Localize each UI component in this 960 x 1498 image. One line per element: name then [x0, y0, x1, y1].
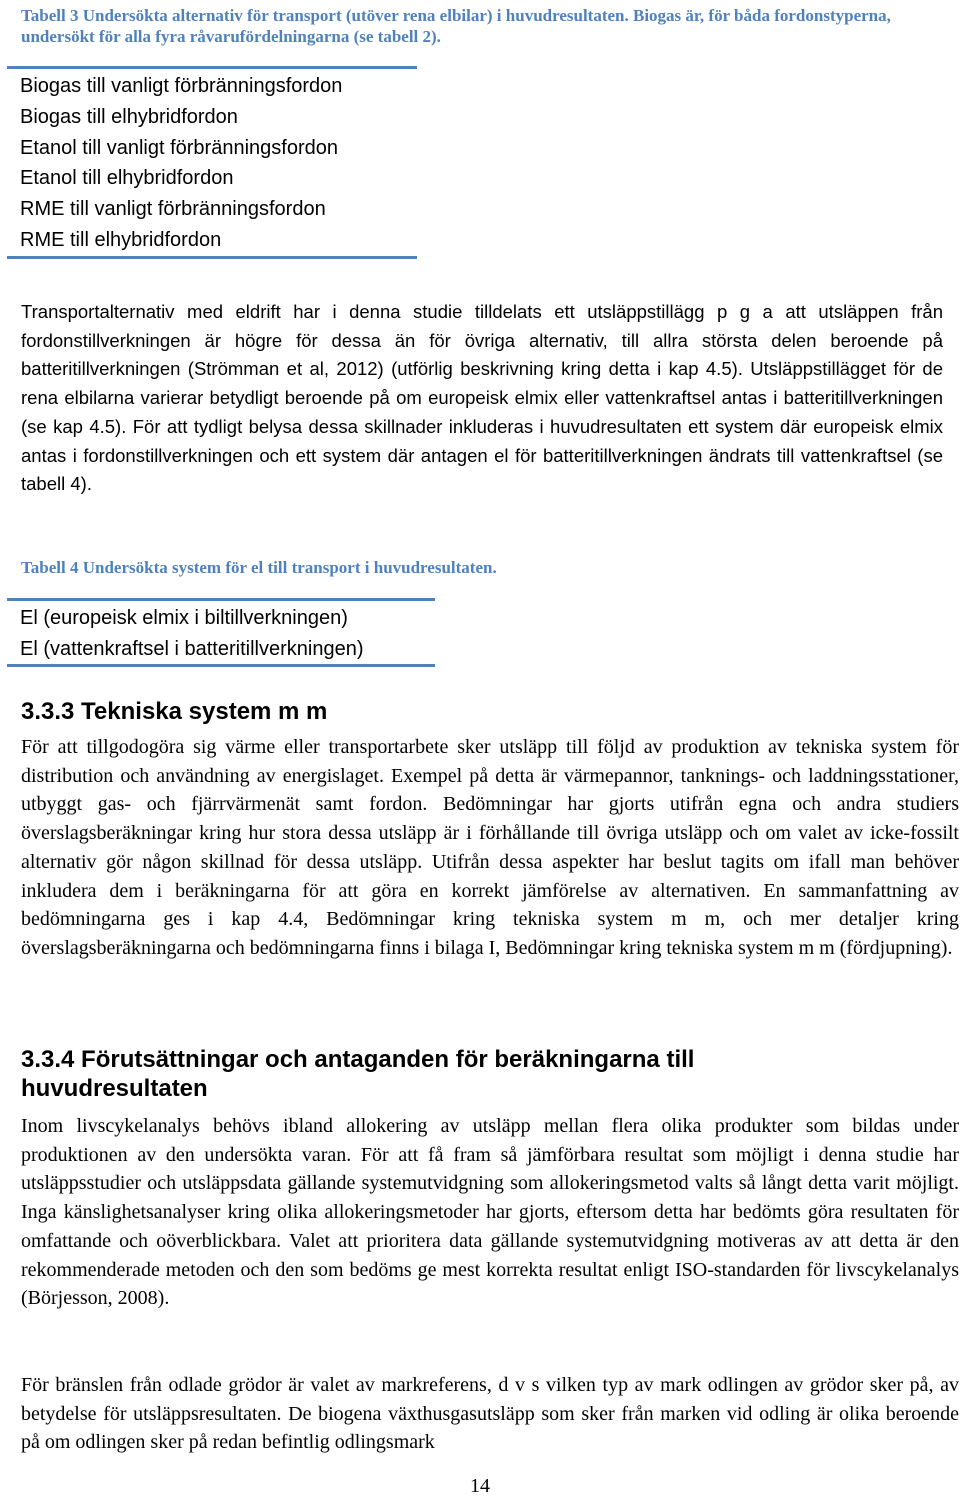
paragraph-transport: Transportalternativ med eldrift har i denna studie tilldelats ett utsläppstillägg p g a att utsläppen från fordonstillverkningen är högre för dessa än för övriga alternativ, till allra största delen beroende på batteritillverkningen (Strömman et al, 2012) (utförlig beskrivning kring detta i kap 4.5). Utsläppstillägget för de rena elbilarna varierar betydligt beroende på om europeisk elmix eller vattenkraftsel antas i batteritillverkningen (se kap 4.5). För att tydligt belysa dessa skillnader inkluderas i huvudresultaten ett system där europeisk elmix antas i fordonstillverkningen och ett system där antagen el för batteritillverkningen ändrats till vattenkraftsel (se tabell 4). [21, 301, 943, 495]
table4-caption: Tabell 4 Undersökta system för el till transport i huvudresultaten. [21, 558, 497, 577]
section-334-heading: 3.3.4 Förutsättningar och antaganden för beräkningarna till huvudresultaten [21, 1046, 695, 1102]
section-333-heading: 3.3.3 Tekniska system m m [21, 698, 328, 725]
table3-item: Biogas till elhybridfordon [20, 105, 238, 128]
page-number: 14 [470, 1475, 490, 1497]
section-334-body-2: För bränslen från odlade grödor är valet av markreferens, d v s vilken typ av mark odlingen av grödor sker på, av betydelse för utsläppsresultaten. De biogena växthusgasutsläpp som sker från marken vid odling är olika beroende på om odlingen sker på redan befintlig odlingsmark [21, 1374, 959, 1454]
table4-item: El (vattenkraftsel i batteritillverkningen) [20, 637, 364, 660]
section-333-body: För att tillgodogöra sig värme eller transportarbete sker utsläpp till följd av produktion av tekniska system för distribution och användning av energislaget. Exempel på detta är värmepannor, tanknings- och laddningsstationer, utbyggt gas- och fjärrvärmenät samt fordon. Bedömningar har gjorts utifrån egna och andra studiers överslagsberäkningar kring hur stora dessa utsläpp är i förhållande till övriga utsläpp och om valet av icke-fossilt alternativ gör någon skillnad för dessa utsläpp. Utifrån dessa aspekter har beslut tagits om ifall man behöver inkludera dem i beräkningarna för att göra en korrekt jämförelse av alternativen. En sammanfattning av bedömningarna ges i kap 4.4, Bedömningar kring tekniska system m m, och mer detaljer kring överslagsberäkningarna och bedömningarna finns i bilaga I, Bedömningar kring tekniska system m m (fördjupning). [21, 736, 959, 959]
table3-item: Biogas till vanligt förbränningsfordon [20, 75, 343, 97]
table4-bottom-rule [7, 664, 435, 667]
table3-item: RME till elhybridfordon [20, 228, 222, 251]
table3-caption: Tabell 3 Undersökta alternativ för transport (utöver rena elbilar) i huvudresultaten. Biogas är, för båda fordonstyperna, undersökt för alla fyra råvarufördelningarna (se tabell 2). [21, 6, 891, 46]
section-334-body: Inom livscykelanalys behövs ibland allokering av utsläpp mellan flera olika produkter som bildas under produktionen av den undersökta varan. För att få fram så jämförbara resultat som möjligt i denna studie har utsläppsstudier och utsläppsdata gällande systemutvidgning som allokeringsmetod valts så långt detta varit möjligt. Inga känslighetsanalyser kring olika allokeringsmetoder har gjorts, eftersom detta har bedömts göra resultaten för omfattande och oöverblickbara. Valet att prioritera data gällande systemutvidgning motiveras av att detta är den rekommenderade metoden och den som bedöms ge mest korrekta resultat enligt ISO-standarden för livscykelanalys (Börjesson, 2008). [21, 1115, 959, 1310]
table3-list [20, 71, 342, 256]
table3-item: Etanol till elhybridfordon [20, 167, 234, 190]
table3-item: RME till vanligt förbränningsfordon [20, 198, 326, 221]
table3-bottom-rule [7, 256, 417, 259]
table4-top-rule [7, 598, 435, 601]
table4-item: El (europeisk elmix i biltillverkningen) [20, 607, 348, 629]
table3-item: Etanol till vanligt förbränningsfordon [20, 136, 338, 159]
table3-top-rule [7, 66, 417, 69]
table4-list [20, 603, 363, 665]
